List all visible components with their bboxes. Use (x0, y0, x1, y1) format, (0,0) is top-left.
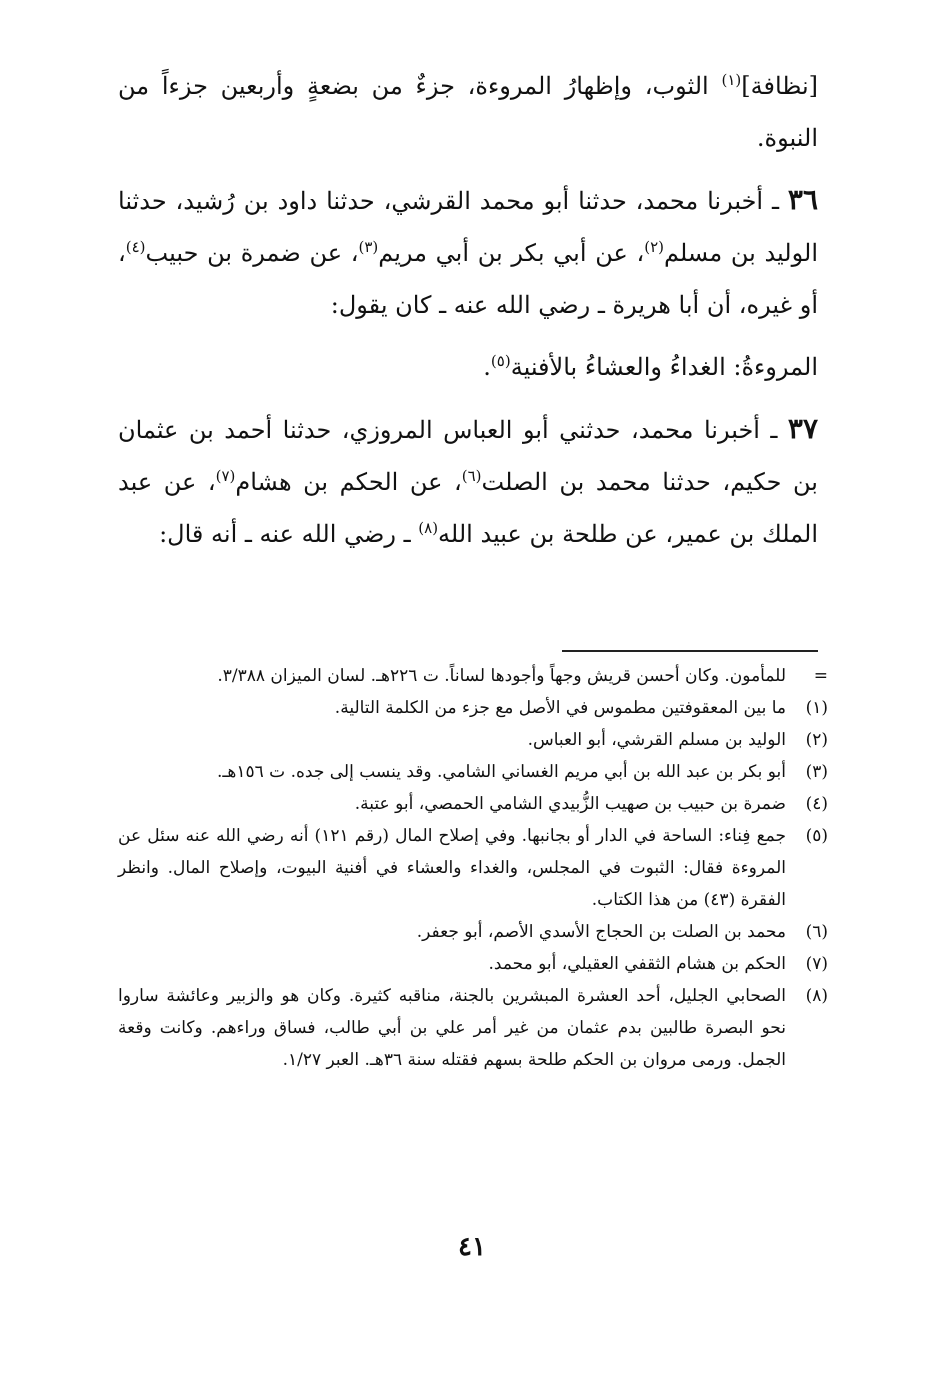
footnote (118, 756, 828, 788)
paragraph-text: الثوب، وإظهارُ المروءة، جزءٌ من بضعةٍ وأربعين جزءاً من النبوة. (118, 72, 818, 152)
footnote-marker: (٧) (805, 954, 828, 974)
footnote-reference: (١) (721, 71, 742, 89)
footnote-marker: = (813, 666, 828, 686)
footnote-reference: (٦) (461, 467, 482, 485)
paragraph-text: ، عن الحكم بن هشام (235, 468, 462, 496)
footnote-marker: (٣) (805, 762, 828, 782)
paragraph (118, 174, 818, 331)
paragraph-text: ، عن عبد الملك بن عمير، عن طلحة بن عبيد الله (118, 468, 818, 548)
footnote-reference: (٣) (358, 238, 379, 256)
footnote-marker: (٤) (805, 794, 828, 814)
footnote-marker: (٨) (805, 986, 828, 1006)
paragraph-text: المروءةُ: الغداءُ والعشاءُ بالأفنية (510, 353, 818, 381)
footnote (118, 948, 828, 980)
paragraph-text: . (483, 353, 491, 381)
paragraph (118, 341, 818, 393)
main-text (118, 60, 818, 560)
footnote (118, 788, 828, 820)
footnote-reference: (٤) (125, 238, 146, 256)
footnote (118, 660, 828, 692)
paragraph-text: ، عن أبي بكر بن أبي مريم (378, 239, 645, 267)
footnote-marker: (٥) (805, 826, 828, 846)
footnote-text: للمأمون. وكان أحسن قريش وجهاً وأجودها لساناً. ت ٢٢٦هـ. لسان الميزان ٣/٣٨٨. (217, 666, 786, 686)
footnote-marker: (٢) (805, 730, 828, 750)
footnote-text: ضمرة بن حبيب بن صهيب الزُّبيدي الشامي الحمصي، أبو عتبة. (354, 794, 786, 814)
paragraph-text: [نظافة] (741, 72, 818, 100)
footnote (118, 980, 828, 1076)
footnote-reference: (٨) (418, 519, 439, 537)
footnote-text: الوليد بن مسلم القرشي، أبو العباس. (527, 730, 786, 750)
footnote-text: أبو بكر بن عبد الله بن أبي مريم الغساني الشامي. وقد ينسب إلى جده. ت ١٥٦هـ. (217, 762, 786, 782)
footnote-reference: (٢) (644, 238, 664, 256)
footnotes (118, 660, 828, 1076)
paragraph-text: ، عن ضمرة بن حبيب (145, 239, 359, 267)
paragraph-text: ـ رضي الله عنه ـ أنه قال: (159, 520, 419, 548)
footnote-text: محمد بن الصلت بن الحجاج الأسدي الأصم، أبو جعفر. (416, 922, 786, 942)
page-number: ٤١ (458, 1232, 486, 1262)
paragraph-text: ، أو غيره، أن أبا هريرة ـ رضي الله عنه ـ كان يقول: (118, 239, 818, 319)
footnote-reference: (٧) (215, 467, 236, 485)
footnote (118, 820, 828, 916)
footnote-text: الصحابي الجليل، أحد العشرة المبشرين بالجنة، مناقبه كثيرة. وكان هو والزبير وعائشة ساروا نحو البصرة طالبين بدم عثمان من غير أمر علي بن أبي طالب، فساق وراءهم. وكانت وقعة الجمل. ورمى مروان بن الحكم طلحة بسهم فقتله سنة ٣٦هـ. العبر ١/٢٧. (118, 986, 786, 1070)
footnote (118, 692, 828, 724)
footnote-text: ما بين المعقوفتين مطموس في الأصل مع جزء من الكلمة التالية. (334, 698, 786, 718)
footnote-marker: (١) (805, 698, 828, 718)
footnote-text: جمع فِناء: الساحة في الدار أو بجانبها. وفي إصلاح المال (رقم ١٢١) أنه رضي الله عنه سئل عن المروءة فقال: الثبوت في المجلس، والغداء والعشاء في أفنية البيوت، وإصلاح المال. وانظر الفقرة (٤٣) من هذا الكتاب. (118, 826, 786, 910)
footnote-reference: (٥) (490, 352, 511, 370)
footnote-marker: (٦) (805, 922, 828, 942)
paragraph-number: ٣٦ (787, 183, 818, 216)
paragraph (118, 60, 818, 164)
paragraph-text: ـ أخبرنا محمد، حدثني أبو العباس المروزي، حدثنا أحمد بن عثمان بن حكيم، حدثنا محمد بن الصلت (118, 416, 818, 496)
footnote-text: الحكم بن هشام الثقفي العقيلي، أبو محمد. (488, 954, 786, 974)
footnote (118, 724, 828, 756)
footnote (118, 916, 828, 948)
footnote-separator (562, 650, 818, 652)
paragraph-text: ـ أخبرنا محمد، حدثنا أبو محمد القرشي، حدثنا داود بن رُشيد، حدثنا الوليد بن مسلم (118, 187, 818, 267)
paragraph (118, 403, 818, 560)
paragraph-number: ٣٧ (787, 412, 818, 445)
